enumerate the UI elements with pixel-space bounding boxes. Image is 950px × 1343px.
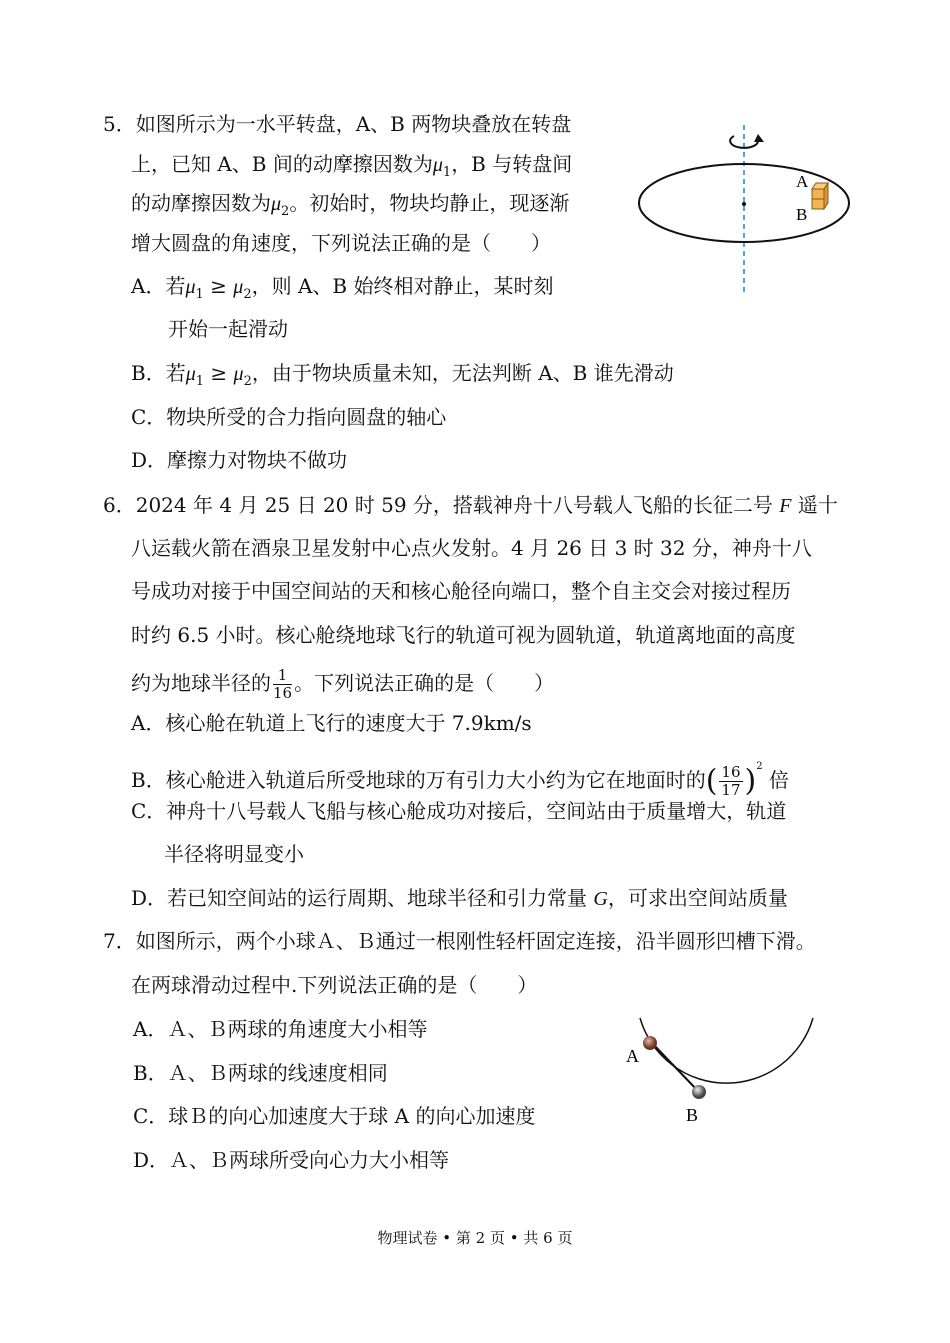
q5-stem-1: 5．如图所示为一水平转盘，A、B 两物块叠放在转盘 (103, 112, 572, 136)
page-footer: 物理试卷 • 第 2 页 • 共 6 页 (377, 1229, 573, 1247)
q6-stem-3: 号成功对接于中国空间站的天和核心舱径向端口，整个自主交会对接过程历 (131, 579, 791, 603)
fraction: $\frac{1}{16}$ (273, 666, 293, 702)
q7-option-c: C．球Ｂ的向心加速度大于球 A 的向心加速度 (133, 1104, 536, 1128)
q5-stem-2: 上，已知 A、B 间的动摩擦因数为$\mu_1$，B 与转盘间 (131, 152, 573, 180)
q5-option-a: A．若$\mu_1 \ge \mu_2$，则 A、B 始终相对静止，某时刻 (131, 274, 554, 302)
q6-option-d: D．若已知空间站的运行周期、地球半径和引力常量 G，可求出空间站质量 (131, 886, 788, 910)
q6-stem-2: 八运载火箭在酒泉卫星发射中心点火发射。4 月 26 日 3 时 32 分，神舟十八 (131, 536, 812, 560)
q6-stem-4: 时约 6.5 小时。核心舱绕地球飞行的轨道可视为圆轨道，轨道离地面的高度 (131, 623, 796, 647)
q5-stem-3: 的动摩擦因数为$\mu_2$。初始时，物块均静止，现逐渐 (131, 191, 570, 219)
label-a: A (796, 172, 809, 191)
groove-figure (610, 1010, 830, 1130)
q7-option-a: A．Ａ、Ｂ两球的角速度大小相等 (133, 1017, 428, 1041)
label-a: A (626, 1046, 639, 1066)
q7-option-b: B．Ａ、Ｂ两球的线速度相同 (133, 1061, 388, 1085)
q5-option-c: C．物块所受的合力指向圆盘的轴心 (131, 405, 447, 429)
q7-option-d: D．Ａ、Ｂ两球所受向心力大小相等 (133, 1148, 450, 1172)
q6-option-c: C．神舟十八号载人飞船与核心舱成功对接后，空间站由于质量增大，轨道 (131, 799, 787, 823)
q5-option-a-cont: 开始一起滑动 (168, 317, 288, 341)
q7-stem-2: 在两球滑动过程中.下列说法正确的是（ ） (131, 973, 538, 997)
label-b: B (796, 205, 808, 224)
q5-stem-4: 增大圆盘的角速度，下列说法正确的是（ ） (131, 231, 551, 255)
turntable-figure (630, 120, 860, 300)
q6-stem-1: 6．2024 年 4 月 25 日 20 时 59 分，搭载神舟十八号载人飞船的长征二号 F 遥十 (103, 493, 838, 517)
q6-option-c-cont: 半径将明显变小 (164, 842, 304, 866)
q5-option-b: B．若$\mu_1 \ge \mu_2$，由于物块质量未知，无法判断 A、B 谁先滑动 (131, 361, 674, 389)
q6-option-a: A．核心舱在轨道上飞行的速度大于 7.9km/s (131, 711, 532, 735)
q6-stem-5: 约为地球半径的 $\frac{1}{16}$ 。下列说法正确的是（ ） (131, 666, 555, 702)
label-b: B (686, 1105, 699, 1125)
q7-stem-1: 7．如图所示，两个小球Ａ、Ｂ通过一根刚性轻杆固定连接，沿半圆形凹槽下滑。 (103, 929, 816, 953)
q5-option-d: D．摩擦力对物块不做功 (131, 448, 348, 472)
q6-option-b: B．核心舱进入轨道后所受地球的万有引力大小约为它在地面时的( $\frac{16}{17}$ )$^2$ 倍 (131, 761, 789, 799)
